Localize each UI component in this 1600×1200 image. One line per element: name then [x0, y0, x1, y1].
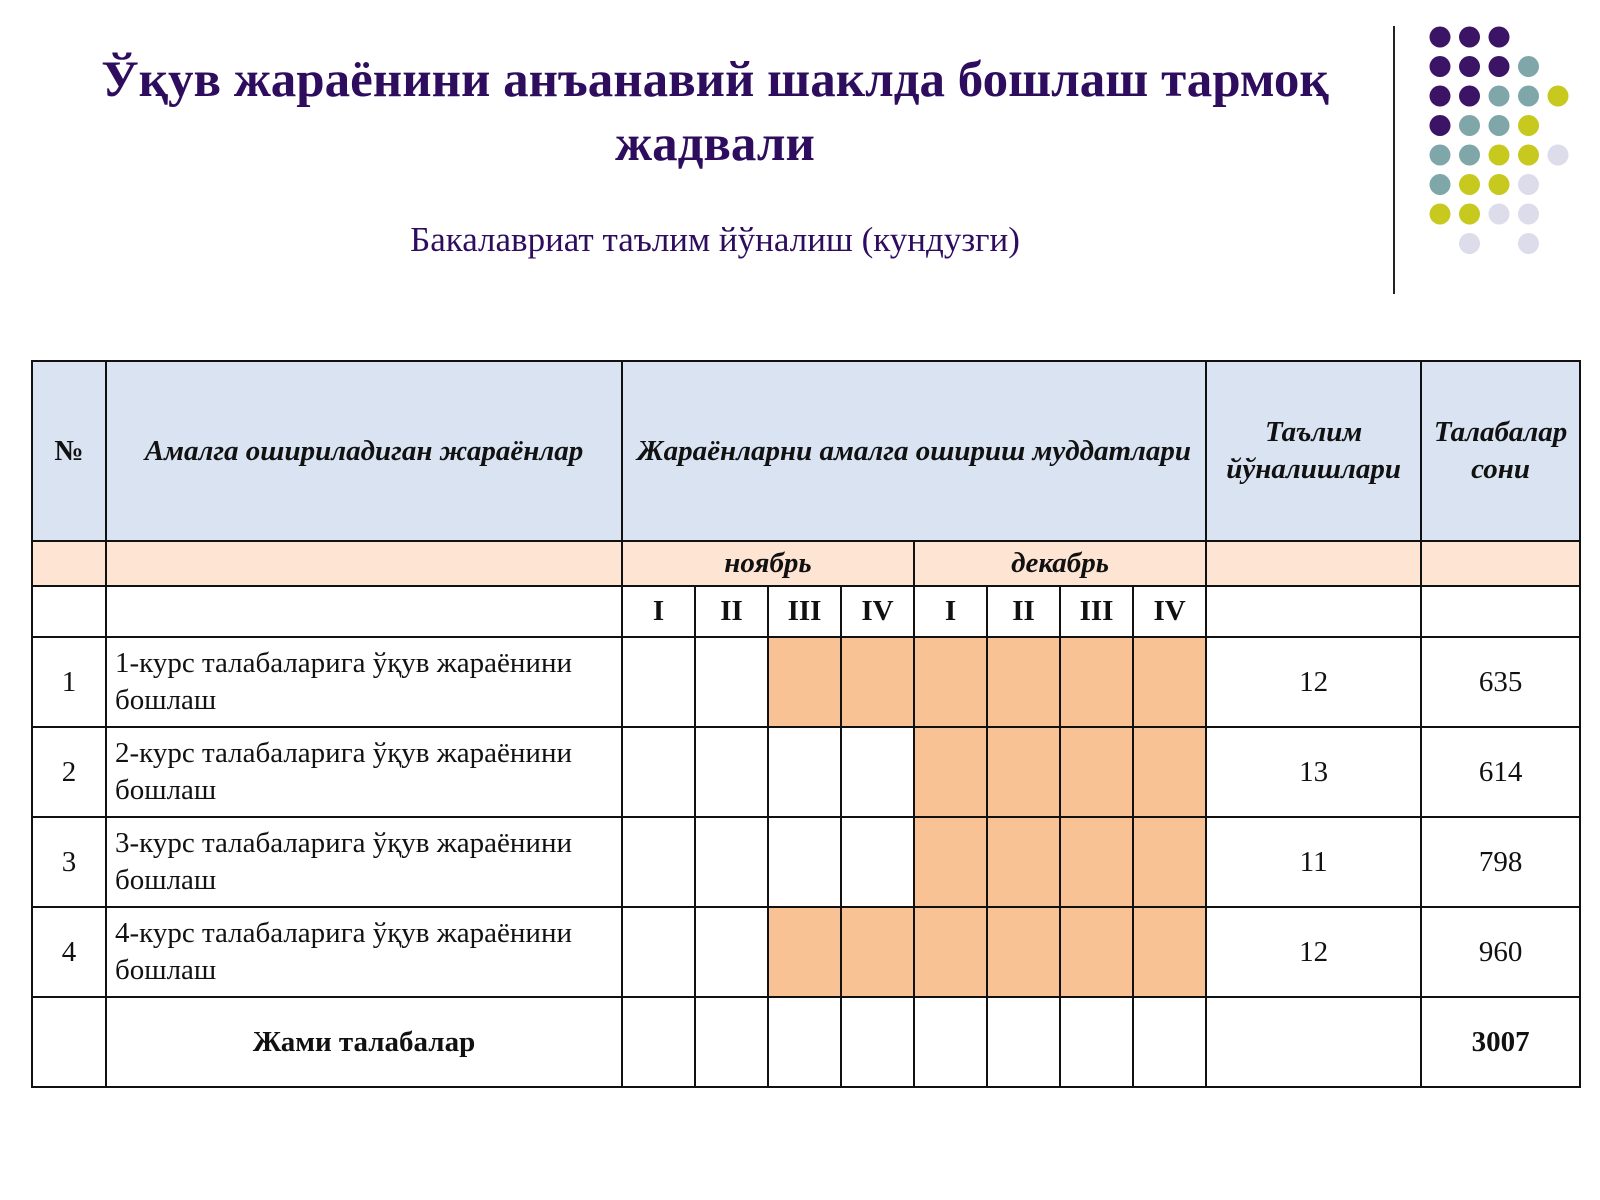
row-students: 614	[1421, 727, 1580, 817]
table-row	[32, 907, 1580, 997]
decorative-dot	[1459, 204, 1480, 225]
total-week-cell	[1133, 997, 1206, 1087]
decorative-dot	[1518, 115, 1539, 136]
row-directions: 12	[1206, 907, 1421, 997]
week-cell	[695, 727, 768, 817]
week-cell-active	[914, 907, 987, 997]
total-row	[32, 997, 1580, 1087]
week-cell	[841, 817, 914, 907]
total-label: Жами талабалар	[106, 997, 622, 1087]
divider-line	[1393, 26, 1395, 294]
week-label: IV	[1133, 586, 1206, 637]
decorative-dot	[1430, 56, 1451, 77]
total-week-cell	[841, 997, 914, 1087]
total-week-cell	[914, 997, 987, 1087]
week-spacer	[1421, 586, 1580, 637]
week-cell-active	[987, 817, 1060, 907]
decorative-dot	[1430, 145, 1451, 166]
decorative-dot	[1459, 56, 1480, 77]
week-cell	[622, 907, 695, 997]
decorative-dot	[1518, 145, 1539, 166]
month-december: декабрь	[914, 541, 1206, 586]
week-cell-active	[1060, 817, 1133, 907]
total-week-cell	[695, 997, 768, 1087]
week-cell-active	[914, 727, 987, 817]
week-cell-active	[1060, 907, 1133, 997]
decorative-dot	[1518, 204, 1539, 225]
week-cell-active	[841, 907, 914, 997]
decorative-dot	[1518, 56, 1539, 77]
header-directions: Таълим йўналишлари	[1206, 361, 1421, 541]
week-spacer	[1206, 586, 1421, 637]
decorative-dot	[1459, 145, 1480, 166]
week-cell	[695, 907, 768, 997]
page-subtitle: Бакалавриат таълим йўналиш (кундузги)	[410, 220, 1020, 259]
week-label: III	[1060, 586, 1133, 637]
month-spacer	[106, 541, 622, 586]
table-row	[32, 637, 1580, 727]
month-november: ноябрь	[622, 541, 914, 586]
week-spacer	[32, 586, 106, 637]
decorative-dot	[1459, 86, 1480, 107]
decorative-dot	[1489, 56, 1510, 77]
week-cell-active	[914, 637, 987, 727]
week-cell-active	[768, 907, 841, 997]
week-cell-active	[987, 637, 1060, 727]
row-process: 3-курс талабаларига ўқув жараёнини бошлаш	[106, 817, 622, 907]
decorative-dot	[1518, 86, 1539, 107]
decorative-dot	[1459, 174, 1480, 195]
decorative-dot	[1489, 27, 1510, 48]
decorative-dot	[1459, 115, 1480, 136]
week-cell-active	[987, 727, 1060, 817]
week-cell	[695, 637, 768, 727]
decorative-dot	[1459, 27, 1480, 48]
total-spacer	[1206, 997, 1421, 1087]
decorative-dot	[1489, 145, 1510, 166]
week-cell	[622, 817, 695, 907]
week-cell-active	[987, 907, 1060, 997]
week-cell	[695, 817, 768, 907]
weeks-row	[32, 586, 1580, 637]
decorative-dot	[1459, 233, 1480, 254]
total-week-cell	[1060, 997, 1133, 1087]
week-cell-active	[1060, 727, 1133, 817]
week-label: I	[622, 586, 695, 637]
decorative-dot	[1430, 174, 1451, 195]
week-cell	[768, 727, 841, 817]
row-number: 4	[32, 907, 106, 997]
decorative-dot	[1548, 86, 1569, 107]
week-spacer	[106, 586, 622, 637]
row-students: 635	[1421, 637, 1580, 727]
decorative-dot	[1489, 204, 1510, 225]
week-cell-active	[841, 637, 914, 727]
week-cell-active	[1133, 907, 1206, 997]
decorative-dot	[1518, 233, 1539, 254]
week-cell-active	[1133, 817, 1206, 907]
total-week-cell	[768, 997, 841, 1087]
decorative-dot	[1548, 145, 1569, 166]
week-cell-active	[914, 817, 987, 907]
week-cell	[841, 727, 914, 817]
table-row	[32, 817, 1580, 907]
week-label: II	[695, 586, 768, 637]
week-cell-active	[1060, 637, 1133, 727]
header-row	[32, 361, 1580, 541]
decorative-dot	[1430, 27, 1451, 48]
month-spacer	[32, 541, 106, 586]
schedule-table	[31, 360, 1581, 1088]
week-cell	[622, 727, 695, 817]
week-cell-active	[1133, 637, 1206, 727]
row-number: 1	[32, 637, 106, 727]
row-directions: 12	[1206, 637, 1421, 727]
total-week-cell	[987, 997, 1060, 1087]
row-process: 4-курс талабаларига ўқув жараёнини бошлаш	[106, 907, 622, 997]
row-number: 3	[32, 817, 106, 907]
week-cell-active	[768, 637, 841, 727]
header-process: Амалга ошириладиган жараёнлар	[106, 361, 622, 541]
week-label: IV	[841, 586, 914, 637]
total-week-cell	[622, 997, 695, 1087]
month-spacer	[1421, 541, 1580, 586]
total-students: 3007	[1421, 997, 1580, 1087]
decorative-dot	[1518, 174, 1539, 195]
row-directions: 11	[1206, 817, 1421, 907]
week-label: II	[987, 586, 1060, 637]
week-label: I	[914, 586, 987, 637]
row-process: 1-курс талабаларига ўқув жараёнини бошлаш	[106, 637, 622, 727]
row-students: 960	[1421, 907, 1580, 997]
week-cell	[622, 637, 695, 727]
row-number: 2	[32, 727, 106, 817]
header-students: Талабалар сони	[1421, 361, 1580, 541]
week-cell	[768, 817, 841, 907]
decorative-dot	[1489, 86, 1510, 107]
table-row	[32, 727, 1580, 817]
total-spacer	[32, 997, 106, 1087]
row-directions: 13	[1206, 727, 1421, 817]
week-label: III	[768, 586, 841, 637]
header-period: Жараёнларни амалга ошириш муддатлари	[622, 361, 1206, 541]
row-process: 2-курс талабаларига ўқув жараёнини бошлаш	[106, 727, 622, 817]
decorative-dot	[1489, 115, 1510, 136]
decorative-dot	[1430, 204, 1451, 225]
week-cell-active	[1133, 727, 1206, 817]
page-title: Ўқув жараёнини анъанавий шаклда бошлаш тармоқ жадвали	[101, 52, 1329, 172]
decorative-dot	[1430, 115, 1451, 136]
decorative-dot	[1430, 86, 1451, 107]
decorative-dot	[1489, 174, 1510, 195]
row-students: 798	[1421, 817, 1580, 907]
header-no: №	[32, 361, 106, 541]
month-spacer	[1206, 541, 1421, 586]
months-row	[32, 541, 1580, 586]
